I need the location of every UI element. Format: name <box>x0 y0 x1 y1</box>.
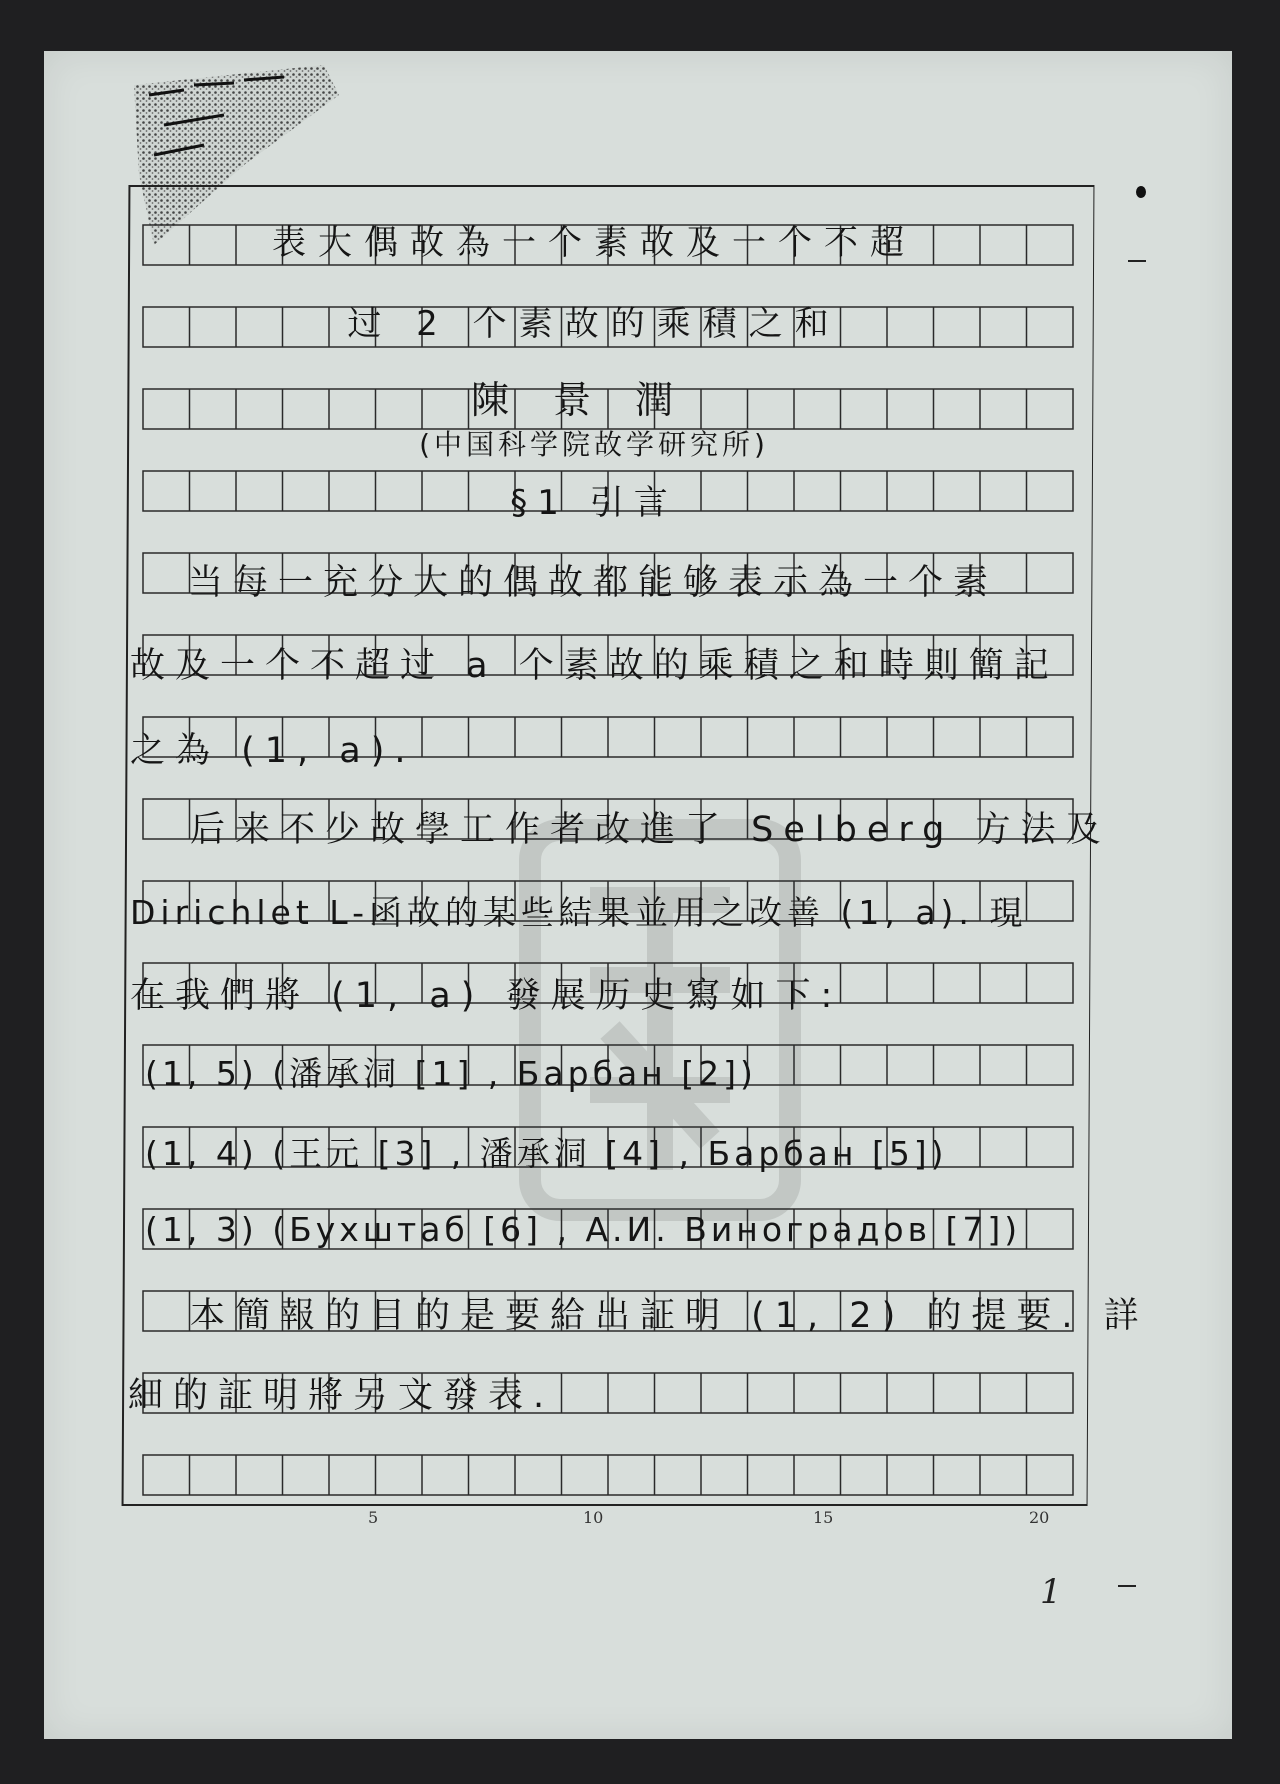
body-line-6: 在我們將 (1, a) 發展历史寫如下: <box>130 976 843 1016</box>
body-line-3: 之為 (1, a). <box>130 731 416 771</box>
body-line-5: Dirichlet L-函故的某些結果並用之改善 (1, a). 現 <box>130 893 1028 932</box>
author-name: 陳景潤 <box>470 378 717 422</box>
institution: (中国科学院故学研究所) <box>419 428 769 461</box>
section-heading: §1 引言 <box>510 483 678 523</box>
ink-dot <box>1136 186 1146 198</box>
body-line-7: 本簡報的目的是要給出証明 (1, 2) 的提要. 詳 <box>190 1296 1149 1336</box>
margin-tick <box>1118 1585 1136 1587</box>
margin-tick <box>1128 260 1146 262</box>
column-marker: 20 <box>1029 1508 1050 1527</box>
page-number: 1 <box>1040 1572 1062 1612</box>
watermark-seal <box>470 790 850 1250</box>
reference-line-2: (1, 4) (王元 [3] , 潘承洞 [4] , Барбан [5]) <box>145 1134 948 1173</box>
body-line-1: 当每一充分大的偶故都能够表示為一个素 <box>188 563 999 603</box>
column-marker: 15 <box>813 1508 834 1527</box>
title-line-1: 表大偶故為一个素故及一个不超 <box>272 223 916 263</box>
reference-line-1: (1, 5) (潘承洞 [1] , Барбан [2]) <box>145 1054 757 1093</box>
column-markers <box>125 1508 1090 1530</box>
column-marker: 5 <box>368 1508 379 1527</box>
column-marker: 10 <box>583 1508 604 1527</box>
reference-line-3: (1, 3) (Бухштаб [6] , А.И. Виноградов [7]) <box>145 1210 1022 1249</box>
body-line-4: 后来不少故學工作者改進了 Selberg 方法及 <box>190 810 1111 850</box>
body-line-2: 故及一个不超过 a 个素故的乘積之和時則簡記 <box>130 646 1059 686</box>
title-line-2: 过 2 个素故的乘積之和 <box>347 304 841 344</box>
body-line-8: 細的証明將另文發表. <box>128 1376 555 1416</box>
